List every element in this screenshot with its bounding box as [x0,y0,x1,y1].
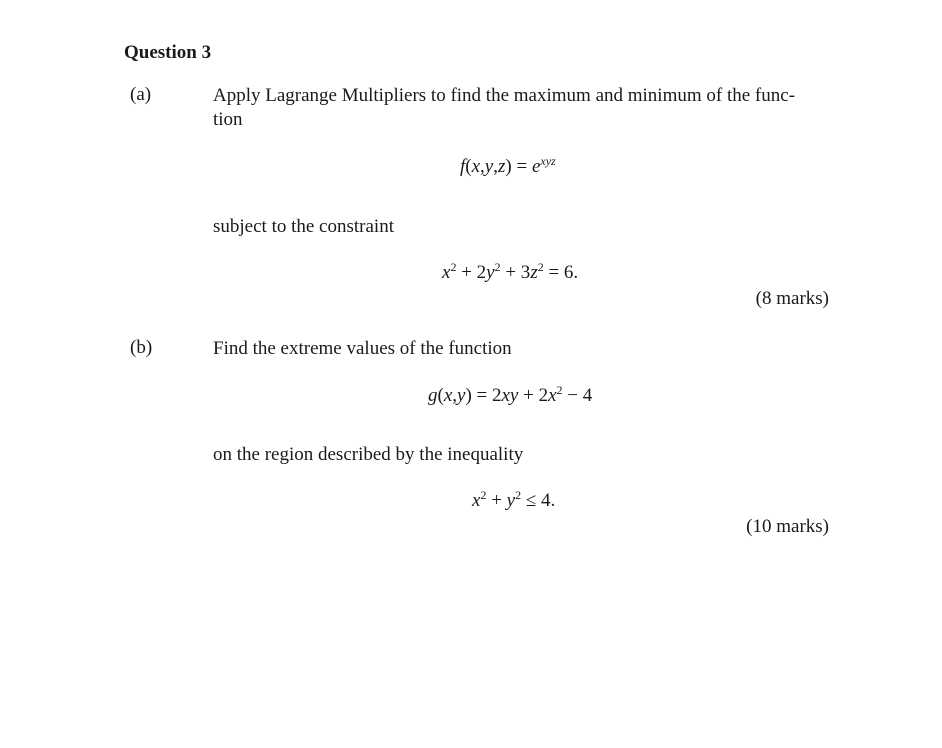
part-a-constraint-intro: subject to the constraint [213,216,394,237]
part-a-intro [213,84,795,132]
part-a-intro-line2: tion [213,109,243,130]
part-a-label: (a) [130,84,152,105]
part-b-region-intro: on the region described by the inequality [213,444,524,465]
part-a-constraint-equation: $x^2 + 2y^2 + 3z^2 = 6$. [442,260,579,283]
part-a-function-equation: $f(x,y,z) = e^{xyz}$ [460,154,556,177]
part-b-function-equation: $g(x,y) = 2xy + 2x^2 - 4$ [428,383,593,406]
part-b-label: (b) [130,337,153,358]
part-a-intro-line1: Apply Lagrange Multipliers to find the maximum and minimum of the func- [213,85,796,106]
part-b-marks: (10 marks) [746,516,829,537]
part-b-intro: Find the extreme values of the function [213,338,512,359]
question-title: Question 3 [124,42,212,63]
part-a-marks: (8 marks) [755,288,829,309]
part-b-inequality: $x^2 + y^2 \le 4$. [472,488,556,511]
